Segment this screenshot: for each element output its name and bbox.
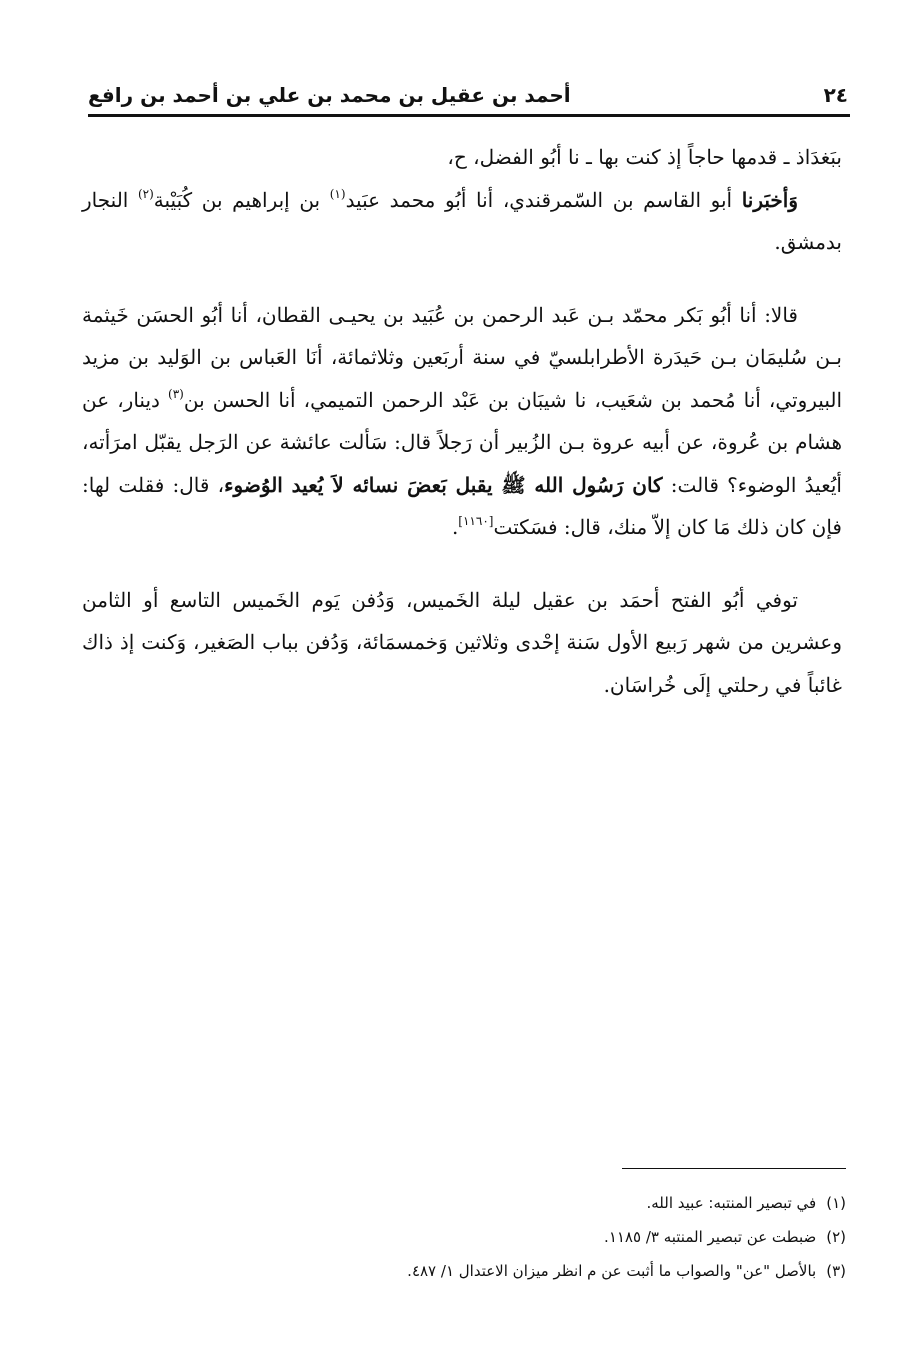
footnote-1 <box>200 1186 846 1220</box>
footnote-text: في تبصير المنتبه: عبيد الله. <box>646 1194 817 1212</box>
page-header <box>88 78 848 112</box>
paragraph-text: ، قال: فقلت لها: فإن كان ذلك مَا كان إلاّ منك، قال: فسَكتت <box>82 472 842 539</box>
footnote-3 <box>200 1254 846 1288</box>
paragraph-text: دينار، عن هشام بن عُروة، عن أبيه عروة بـن الزُبير أن رَجلاً قال: سَألت عائشة عن الرَجل يقبّل امرَأته، أيُعيدُ الوضوء؟ قالت: <box>82 387 842 497</box>
paragraph-isnad <box>82 179 842 264</box>
paragraph-hadith <box>82 294 842 549</box>
paragraph-death: توفي أبُو الفتح أحمَد بن عقيل ليلة الخَميس، وَدُفن يَوم الخَميس التاسع أو الثامن وعشرين من شهر رَبيع الأول سَنة إحْدى وثلاثين وَخمسمَائة، وَدُفن بباب الصَغير، وَكنت إذ ذاك غائباً في رحلتي إلَى خُراسَان. <box>82 587 842 697</box>
paragraph-text: النجار بدمشق. <box>82 187 842 254</box>
footnotes <box>200 1186 846 1288</box>
paragraph-text: . <box>451 515 459 539</box>
header-divider <box>88 114 850 117</box>
footnote-divider <box>622 1168 846 1169</box>
footnote-ref-2: (٢) <box>137 186 154 201</box>
footnote-text: بالأصل "عن" والصواب ما أثبت عن م انظر ميزان الاعتدال ١/ ٤٨٧. <box>407 1262 817 1280</box>
paragraph-text: أبو القاسم بن السّمرقندي، أنا أبُو محمد عبَيد <box>345 187 742 212</box>
intro-line: ببَغدَاذ ـ قدمها حاجاً إذ كنت بها ـ نا أبُو الفضل، ح، <box>447 145 842 169</box>
footnote-text: ضبطت عن تبصير المنتبه ٣/ ١١٨٥. <box>604 1228 817 1246</box>
footnote-number: (١) <box>826 1194 846 1212</box>
footnote-2 <box>200 1220 846 1254</box>
hadith-number: [١١٦٠] <box>458 514 494 528</box>
page-number: ٢٤ <box>823 83 848 107</box>
running-title: أحمد بن عقيل بن محمد بن علي بن أحمد بن رافع <box>88 83 571 107</box>
footnote-number: (٣) <box>826 1262 846 1280</box>
footnote-number: (٢) <box>826 1228 846 1246</box>
footnote-ref-1: (١) <box>329 186 346 201</box>
paragraph-text: بن إبراهيم بن كُبَيْبة <box>153 187 330 212</box>
paragraph-text: قالا: أنا أبُو بَكر محمّد بـن عَبد الرحمن بن عُبَيد بن يحيـى القطان، أنا أبُو الحسَن خَيثمة بـن سُليمَان بـن حَيدَرة الأطرابلسيّ في سنة أربَعين وثلاثمائة، أنَا العَباس بن الوَليد بن مزيد البيروتي، أنا مُحمد بن شعَيب، نا شيبَان بن عَبْد الرحمن التميمي، أنا الحسن بن <box>82 302 842 412</box>
hadith-quote: كان رَسُول الله ﷺ يقبل بَعضَ نسائه لاَ يُعيد الوُضوء <box>224 472 663 497</box>
paragraph-gap <box>82 549 842 579</box>
footnote-ref-3: (٣) <box>168 386 184 401</box>
paragraph-gap <box>82 264 842 294</box>
lead-word: وَأخبَرنا <box>741 187 799 212</box>
main-text <box>82 136 842 706</box>
